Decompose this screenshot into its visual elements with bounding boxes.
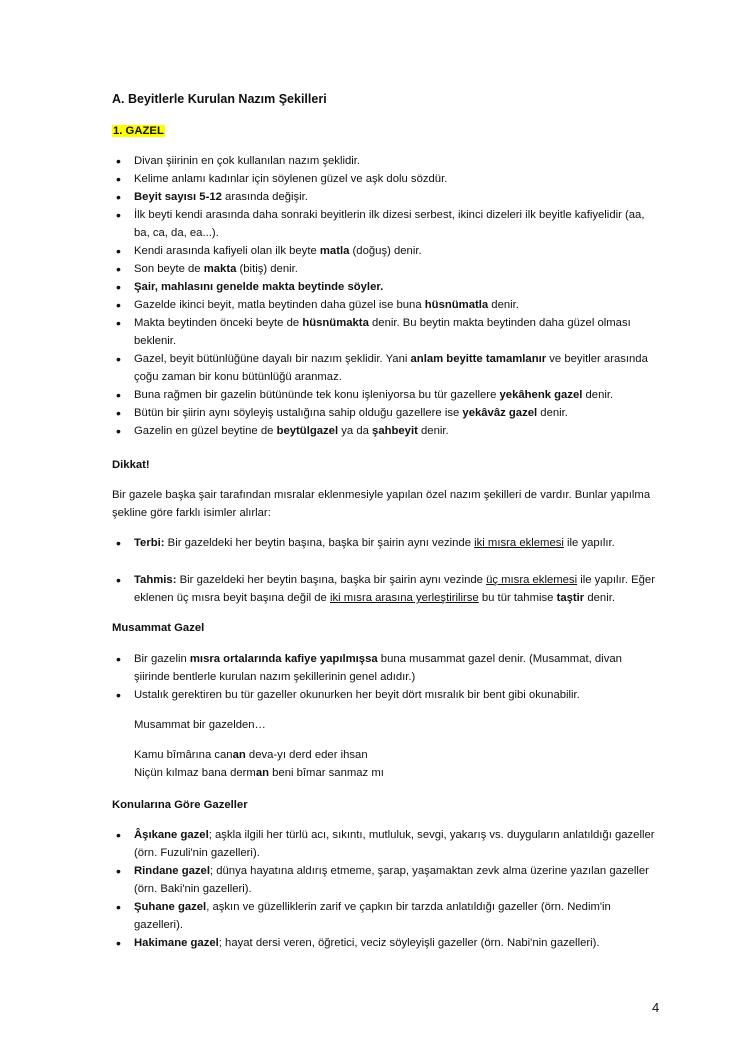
list-item: • Tahmis: Bir gazeldeki her beytin başına, başka bir şairin aynı vezinde üç mısra eklemesi ile yapılır. Eğer eklenen üç mısra beyit başına değil de iki mısra arasına yerleştirilirse bu tür tahmise taştir denir.: [112, 571, 660, 607]
list-item: • Gazel, beyit bütünlüğüne dayalı bir nazım şeklidir. Yani anlam beyitte tamamlanır ve beyitler arasında çoğu zaman bir konu bütünlüğü aranmaz.: [112, 350, 660, 386]
list-item: • Gazelin en güzel beytine de beytülgazel ya da şahbeyit denir.: [112, 422, 660, 440]
terbi-list: [112, 534, 660, 552]
gazel-title: [112, 122, 165, 140]
list-item: • Divan şiirinin en çok kullanılan nazım şeklidir.: [112, 152, 660, 170]
list-item: • Hakimane gazel; hayat dersi veren, öğretici, veciz söyleyişli gazeller (örn. Nabi'nin gazelleri).: [112, 934, 660, 952]
konular-bullet-list: [112, 826, 660, 952]
musammat-example-label: Musammat bir gazelden…: [134, 719, 266, 731]
list-item: • Kendi arasında kafiyeli olan ilk beyte matla (doğuş) denir.: [112, 242, 660, 260]
list-item: • Buna rağmen bir gazelin bütününde tek konu işleniyorsa bu tür gazellere yekâhenk gazel denir.: [112, 386, 660, 404]
gazel-title-highlight: 1. GAZEL: [113, 125, 164, 137]
musammat-title: Musammat Gazel: [112, 622, 205, 634]
page-number: 4: [652, 1000, 660, 1015]
list-item: • Şair, mahlasını genelde makta beytinde söyler.: [112, 278, 660, 296]
tahmis-list: [112, 571, 660, 607]
list-item: • Bütün bir şiirin aynı söyleyiş ustalığına sahip olduğu gazellere ise yekâvâz gazel denir.: [112, 404, 660, 422]
list-item: • Bir gazelin mısra ortalarında kafiye yapılmışsa buna musammat gazel denir. (Musammat, divan şiirinde bentlerle kurulan nazım şekillerinin genel adıdır.): [112, 650, 660, 686]
section-title: A. Beyitlerle Kurulan Nazım Şekilleri: [112, 92, 327, 106]
list-item: • Kelime anlamı kadınlar için söylenen güzel ve aşk dolu sözdür.: [112, 170, 660, 188]
poem-line-2: Niçün kılmaz bana derman beni bîmar sanmaz mı: [134, 767, 384, 779]
list-item: • Ustalık gerektiren bu tür gazeller okunurken her beyit dört mısralık bir bent gibi okunabilir.: [112, 686, 660, 704]
dikkat-paragraph: Bir gazele başka şair tarafından mısralar eklenmesiyle yapılan özel nazım şekilleri de vardır. Bunlar yapılma şekline göre farklı isimler alırlar:: [112, 489, 651, 519]
list-item: • Terbi: Bir gazeldeki her beytin başına, başka bir şairin aynı vezinde iki mısra eklemesi ile yapılır.: [112, 534, 660, 552]
list-item: • Şuhane gazel, aşkın ve güzelliklerin zarif ve çapkın bir tarzda anlatıldığı gazeller (örn. Nedim'in gazelleri).: [112, 898, 660, 934]
musammat-bullet-list: [112, 650, 660, 704]
list-item: • İlk beyti kendi arasında daha sonraki beyitlerin ilk dizesi serbest, ikinci dizeleri ilk beyitle kafiyelidir (aa, ba, ca, da, ea...).: [112, 206, 660, 242]
dikkat-title: Dikkat!: [112, 459, 150, 471]
list-item: • Rindane gazel; dünya hayatına aldırış etmeme, şarap, yaşamaktan zevk alma üzerine yazılan gazeller (örn. Baki'nin gazelleri).: [112, 862, 660, 898]
list-item: • Beyit sayısı 5-12 arasında değişir.: [112, 188, 660, 206]
list-item: • Makta beytinden önceki beyte de hüsnümakta denir. Bu beytin makta beytinden daha güzel olması beklenir.: [112, 314, 660, 350]
list-item: • Âşıkane gazel; aşkla ilgili her türlü acı, sıkıntı, mutluluk, sevgi, yakarış vs. duyguların anlatıldığı gazeller (örn. Fuzuli'nin gazelleri).: [112, 826, 660, 862]
konular-title: Konularına Göre Gazeller: [112, 799, 248, 811]
list-item: • Son beyte de makta (bitiş) denir.: [112, 260, 660, 278]
gazel-bullet-list: [112, 152, 660, 440]
poem-line-1: Kamu bîmârına canan deva-yı derd eder ihsan: [134, 749, 368, 761]
list-item: • Gazelde ikinci beyit, matla beytinden daha güzel ise buna hüsnümatla denir.: [112, 296, 660, 314]
